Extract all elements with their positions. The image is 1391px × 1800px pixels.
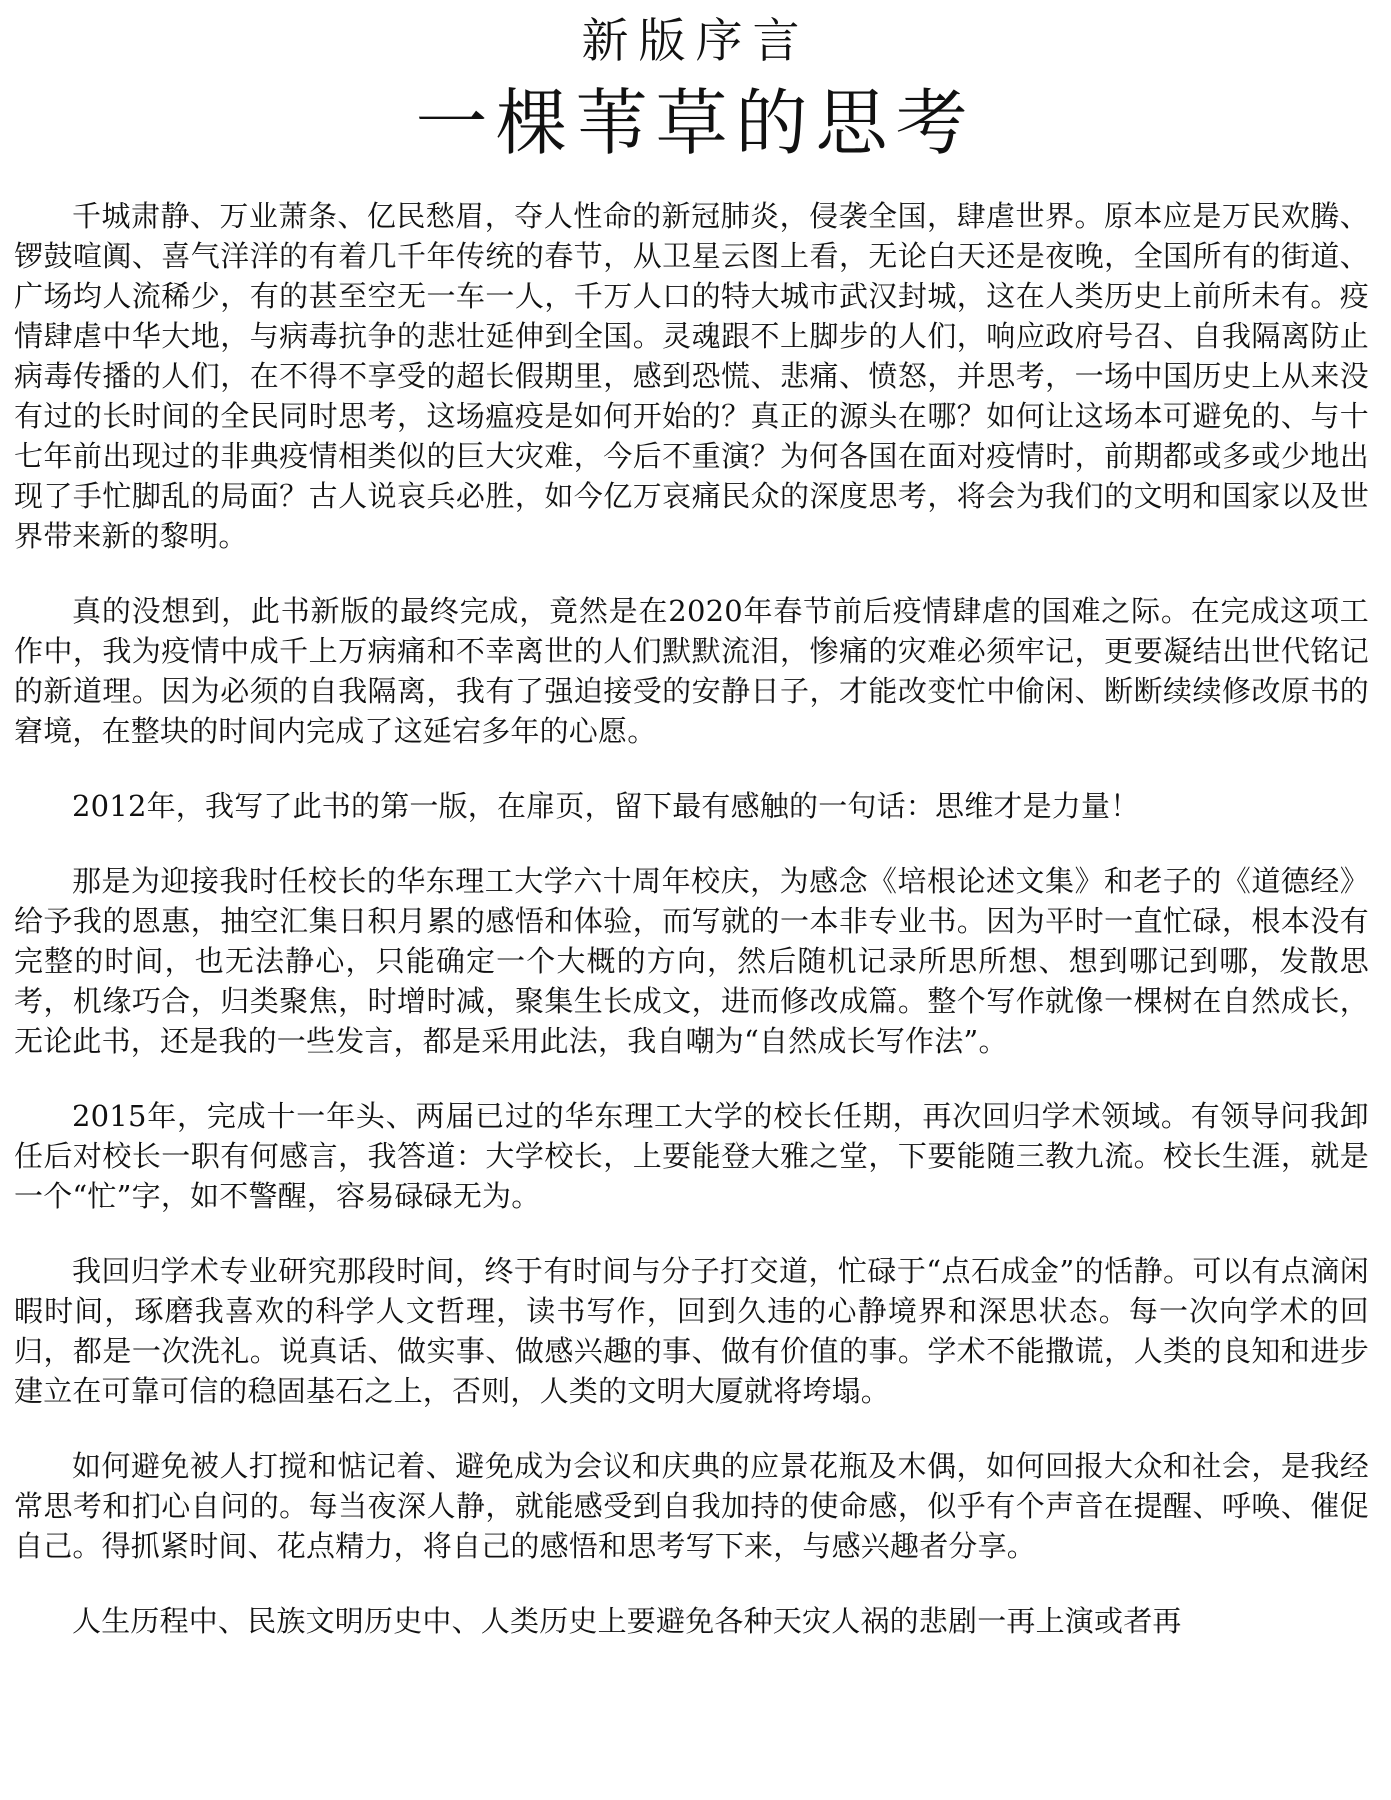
preface-body (14, 196, 1369, 1641)
preface-subtitle: 新版序言 (581, 14, 810, 69)
paragraph: 2012年，我写了此书的第一版，在扉页，留下最有感触的一句话：思维才是力量！ (72, 789, 1140, 823)
paragraph: 真的没想到，此书新版的最终完成，竟然是在2020年春节前后疫情肆虐的国难之际。在完成这项工作中，我为疫情中成千上万病痛和不幸离世的人们默默流泪，惨痛的灾难必须牢记，更要凝结出世代铭记的新道理。因为必须的自我隔离，我有了强迫接受的安静日子，才能改变忙中偷闲、断断续续修改原书的窘境，在整块的时间内完成了这延宕多年的心愿。 (14, 594, 1369, 748)
paragraph: 人生历程中、民族文明历史中、人类历史上要避免各种天灾人祸的悲剧一再上演或者再 (72, 1604, 1182, 1638)
paragraph: 那是为迎接我时任校长的华东理工大学六十周年校庆，为感念《培根论述文集》和老子的《道德经》给予我的恩惠，抽空汇集日积月累的感悟和体验，而写就的一本非专业书。因为平时一直忙碌，根本没有完整的时间，也无法静心，只能确定一个大概的方向，然后随机记录所思所想、想到哪记到哪，发散思考，机缘巧合，归类聚焦，时增时减，聚集生长成文，进而修改成篇。整个写作就像一棵树在自然成长，无论此书，还是我的一些发言，都是采用此法，我自嘲为“自然成长写作法”。 (14, 864, 1369, 1058)
paragraph: 我回归学术专业研究那段时间，终于有时间与分子打交道，忙碌于“点石成金”的恬静。可以有点滴闲暇时间，琢磨我喜欢的科学人文哲理，读书写作，回到久违的心静境界和深思状态。每一次向学术的回归，都是一次洗礼。说真话、做实事、做感兴趣的事、做有价值的事。学术不能撒谎，人类的良知和进步建立在可靠可信的稳固基石之上，否则，人类的文明大厦就将垮塌。 (14, 1254, 1369, 1408)
paragraph: 2015年，完成十一年头、两届已过的华东理工大学的校长任期，再次回归学术领域。有领导问我卸任后对校长一职有何感言，我答道：大学校长，上要能登大雅之堂，下要能随三教九流。校长生涯，就是一个“忙”字，如不警醒，容易碌碌无为。 (14, 1099, 1369, 1213)
preface-title: 一棵苇草的思考 (415, 81, 976, 165)
paragraph: 如何避免被人打搅和惦记着、避免成为会议和庆典的应景花瓶及木偶，如何回报大众和社会，是我经常思考和扪心自问的。每当夜深人静，就能感受到自我加持的使命感，似乎有个声音在提醒、呼唤、催促自己。得抓紧时间、花点精力，将自己的感悟和思考写下来，与感兴趣者分享。 (14, 1449, 1369, 1563)
paragraph: 千城肃静、万业萧条、亿民愁眉，夺人性命的新冠肺炎，侵袭全国，肆虐世界。原本应是万民欢腾、锣鼓喧阗、喜气洋洋的有着几千年传统的春节，从卫星云图上看，无论白天还是夜晚，全国所有的街道、广场均人流稀少，有的甚至空无一车一人，千万人口的特大城市武汉封城，这在人类历史上前所未有。疫情肆虐中华大地，与病毒抗争的悲壮延伸到全国。灵魂跟不上脚步的人们，响应政府号召、自我隔离防止病毒传播的人们，在不得不享受的超长假期里，感到恐慌、悲痛、愤怒，并思考，一场中国历史上从来没有过的长时间的全民同时思考，这场瘟疫是如何开始的？真正的源头在哪？如何让这场本可避免的、与十七年前出现过的非典疫情相类似的巨大灾难，今后不重演？为何各国在面对疫情时，前期都或多或少地出现了手忙脚乱的局面？古人说哀兵必胜，如今亿万哀痛民众的深度思考，将会为我们的文明和国家以及世界带来新的黎明。 (14, 199, 1369, 553)
